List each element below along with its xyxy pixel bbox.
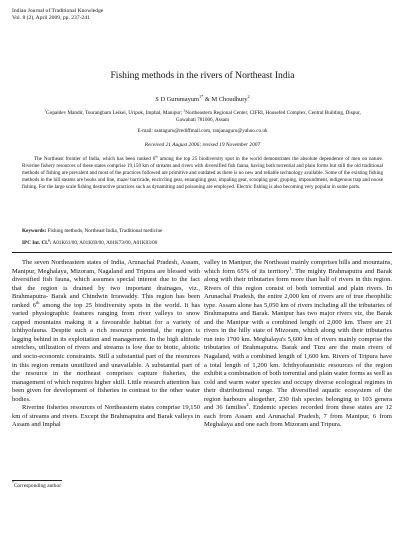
ipc-sup: 8 [47,238,50,243]
left-paragraph-2: Riverine fisheries resources of Northeastern states comprise 19,150 km of streams and rivers. Except the Brahmaputra and Barak valleys in Assam and Imphal [12,404,200,429]
keywords [22,228,383,235]
affil-2: Northeastern Regional Center, CIFRI, Housefed Complex, Central Building, Dispur, Gawahati 781006, Assam [175,110,361,123]
footnote-text: Corresponding author [13,483,61,489]
abstract-sup: th [155,154,158,159]
author-line [0,93,405,104]
affil-2-sup: 2 [183,108,186,113]
footnote-marker: * [12,481,14,486]
author-1: S D Gurumayum [155,96,199,103]
ipc-colon: : [49,240,52,246]
body-column-left [12,259,200,430]
abstract-part-2: among the top 25 biodiversity spot in the world demonstrates the absolute dependence of men on nature. Riverine fishery resources of these states comprise 19,150 km of streams and rivers with diversified fish fauna, having both torrential and plain forms but still the old traditional methods of fishing are prevalent and most of the practices followed are primitive and outdated as there is no new and reliable technology available. Some of the existing fishing methods in the hill steams are hooks and line, maze/ barricade, encircling gear, entangling gear, impaling gear, scooping gear, groping, impoundment, indigenous trap and noose fishing. For the large scale fishing destructive practices such as dynamiting and poisoning are employed. Electric fishing is also becoming very popular in some parts. [22,156,384,190]
footnote-divider [12,480,62,481]
journal-name: Indian Journal of Traditional Knowledge [12,8,104,14]
right-p1-text-c: . Endemic species recorded from these states are 12 each from Assam and Arunachal Pradesh, 7 from Manipur, 6 from Meghalaya and one each from Mizoram and Tripura. [204,404,392,429]
ipc-codes: A01K61/00, A01K69/00, A01K73/00, A01K83/00 [51,240,158,246]
left-p1-sup: th [35,299,40,305]
right-p1-text-a: valley in Manipur, the Northeast mainly comprises hills and mountains, which form 65% of its territory [204,259,392,275]
abstract-part-1: The Northeast frontier of India, which has been ranked 6 [34,156,156,162]
footnote [12,483,61,490]
affil-1: Gopaldev Mandir, Tourangbam Leikei, Uripok, Imphal, Manipur; [46,110,184,116]
left-p1-text-a: The seven Northeastern states of India, Arunachal Pradesh, Assam, Manipur, Meghalaya, Mizoram, Nagaland and Tripura are blessed with diversified fish fauna, which assumes special interest due to the fact that the region is drained by two important drainages, viz., Brahmaputra- Barak and Chindwin Irrawaddy. This region has been ranked 6 [12,259,200,309]
left-p1-text-b: among the top 25 biodiversity spots in the world. It has varied physiographic features ranging from river valleys to snow capped mountains making it a favourable habitat for a variety of ichthyofauna. Despite such a rich resource potential, the region is lagging behind in its exploitation and management. In the high altitude stretches, utilization of rivers and streams is low due to biotic, abiotic and socio-economic constraints. Still a substantial part of the resources in this region remain unutilized and unavailable. A substantial part of the resource in the northeast comprises capture fisheries, the management of which requires higher skill. Little research attention has been given for development of fisheries in contrast to the other water bodies. [12,301,200,403]
journal-header [12,8,103,22]
ipc-label: IPC Int. Cl. [22,240,48,246]
journal-volume: Vol. 8 (2), April 2009, pp. 237-241 [12,15,90,21]
author-1-sup: 1* [198,93,204,99]
paper-title: Fishing methods in the rivers of Northeast India [110,70,295,81]
abstract-text [22,156,383,191]
abstract [22,156,383,191]
right-p1-sup-1: 1 [289,265,292,271]
right-p1-sup-2: 2 [246,402,249,408]
received-dates: Received 21 August 2006; revised 19 November 2007 [144,142,261,148]
right-p1-text-b: . The mighty Brahmaputra and Barak along with their tributaries form more than half of rivers in this region. Rivers of this region consist of both torrential and plain rivers. In Arunachal Pradesh, the entire 2,000 km of rivers are of true rheophilic type. Assam alone has 5,050 km of rivers including all the tributaries of Brahmaputra and Barak. Manipur has two major rivers viz, the Barak and the Manipur with a combined length of 2,000 km. There are 21 rivers in the hilly state of Mizoram, which along with their tributaries run into 1700 km. Meghalaya's 5,600 km of rivers mainly comprise the tributaries of Brahmaputra. Barak and Tizu are the main rivers of Nagaland, with a combined length of 1,600 km. Rivers of Tripura have a total length of 1,200 km. Ichthyofaunistic resources of the region exhibit a combination of both torrential and plain water forms as well as cold and warm water species and occupy diverse ecological regimes in their distributional range. The diversified aquatic ecosystem of the region harbours altogether, 230 fish species belonging to 103 genera and 36 families [204,267,392,412]
affiliations [40,110,365,123]
keywords-text: Fishing methods, Northeast India, Traditional medicine [46,228,163,234]
keywords-label: Keywords: [22,228,47,234]
body-column-right [204,259,392,430]
right-paragraph-1 [204,259,392,430]
left-paragraph-1 [12,259,200,404]
ipc-classification [22,240,383,247]
author-2: M Choudhury [211,96,248,103]
author-2-sup: 2 [247,93,250,99]
author-joiner: & [203,96,212,103]
section-divider [12,252,392,253]
affil-1-sup: 1 [44,108,46,113]
email-line: E-mail: santaguru@rediffmail.com, ranjanaguru@yahoo.co.uk [137,128,268,134]
